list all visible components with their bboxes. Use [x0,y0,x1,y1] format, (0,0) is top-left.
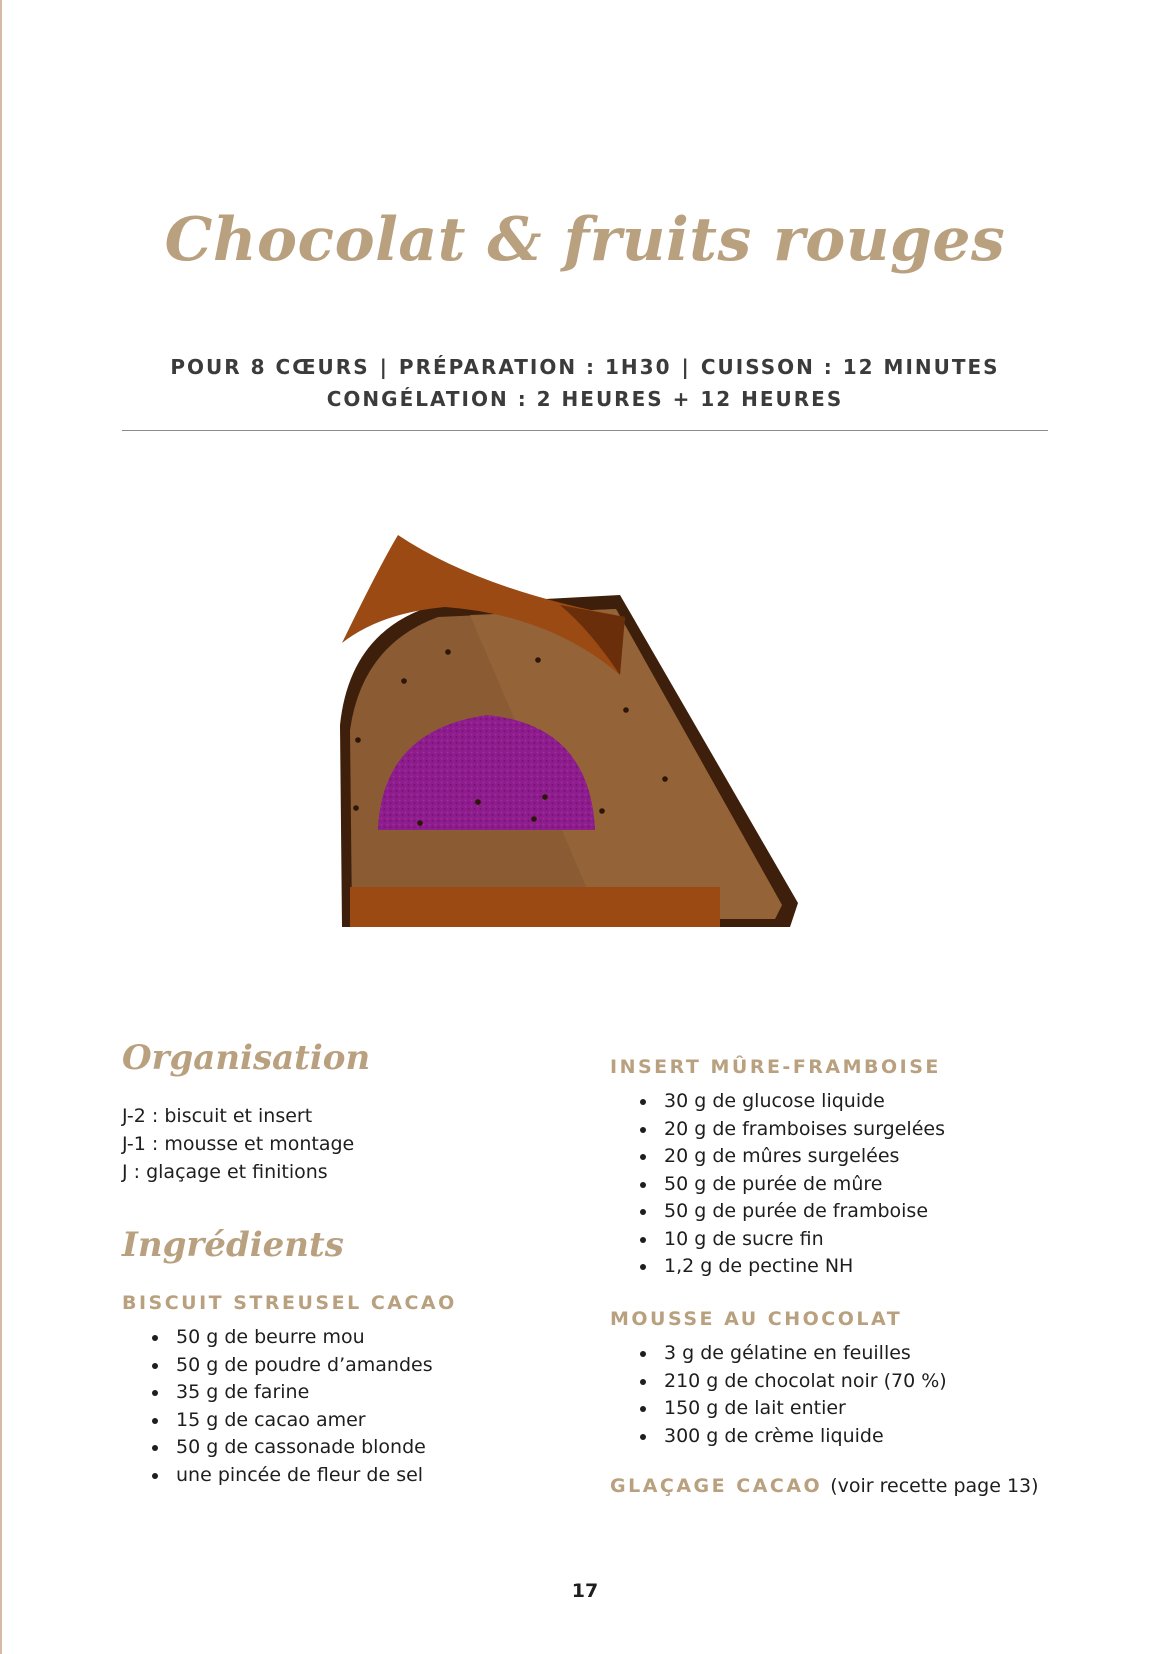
recipe-meta-line-2 [0,387,1170,411]
biscuit-base [350,887,720,927]
organisation-line: J : glaçage et finitions [122,1161,328,1183]
list-item: 20 g de mûres surgelées [636,1143,945,1171]
insert-ingredients [636,1088,945,1281]
list-item: 10 g de sucre fin [636,1226,945,1254]
mousse-ingredients [636,1340,947,1450]
list-item: 1,2 g de pectine NH [636,1253,945,1281]
list-item: 15 g de cacao amer [148,1407,433,1435]
organisation-line: J-1 : mousse et montage [122,1133,355,1155]
meta-portions: POUR 8 CŒURS [170,355,370,379]
list-item: 35 g de farine [148,1379,433,1407]
list-item: 50 g de purée de mûre [636,1171,945,1199]
list-item: 3 g de gélatine en feuilles [636,1340,947,1368]
list-item: 20 g de framboises surgelées [636,1116,945,1144]
page-number: 17 [571,1580,599,1602]
meta-cuisson: CUISSON : 12 MINUTES [700,355,1000,379]
glacage-note: (voir recette page 13) [830,1475,1039,1497]
meta-preparation: PRÉPARATION : 1H30 [398,355,672,379]
list-item: 50 g de cassonade blonde [148,1434,433,1462]
meta-separator: | [379,355,389,379]
recipe-meta-line-1 [0,355,1170,379]
organisation-heading: Organisation [122,1038,371,1078]
list-item: 300 g de crème liquide [636,1423,947,1451]
biscuit-ingredients [148,1324,433,1489]
meta-congelation: CONGÉLATION : 2 HEURES + 12 HEURES [326,387,844,411]
list-item: une pincée de fleur de sel [148,1462,433,1490]
list-item: 210 g de chocolat noir (70 %) [636,1368,947,1396]
insert-title: INSERT MÛRE-FRAMBOISE [610,1056,941,1078]
ingredients-heading: Ingrédients [122,1225,344,1265]
mousse-title: MOUSSE AU CHOCOLAT [610,1308,903,1330]
meta-separator: | [681,355,691,379]
cake-slice-illustration [320,535,850,935]
list-item: 50 g de beurre mou [148,1324,433,1352]
recipe-title: Chocolat & fruits rouges [164,205,1006,275]
list-item: 150 g de lait entier [636,1395,947,1423]
list-item: 50 g de poudre d’amandes [148,1352,433,1380]
biscuit-title: BISCUIT STREUSEL CACAO [122,1292,457,1314]
organisation-line: J-2 : biscuit et insert [122,1105,313,1127]
glacage-line [610,1475,1039,1497]
header-divider [122,430,1048,431]
list-item: 50 g de purée de framboise [636,1198,945,1226]
list-item: 30 g de glucose liquide [636,1088,945,1116]
organisation-list [122,1102,354,1186]
glacage-title: GLAÇAGE CACAO [610,1475,823,1497]
